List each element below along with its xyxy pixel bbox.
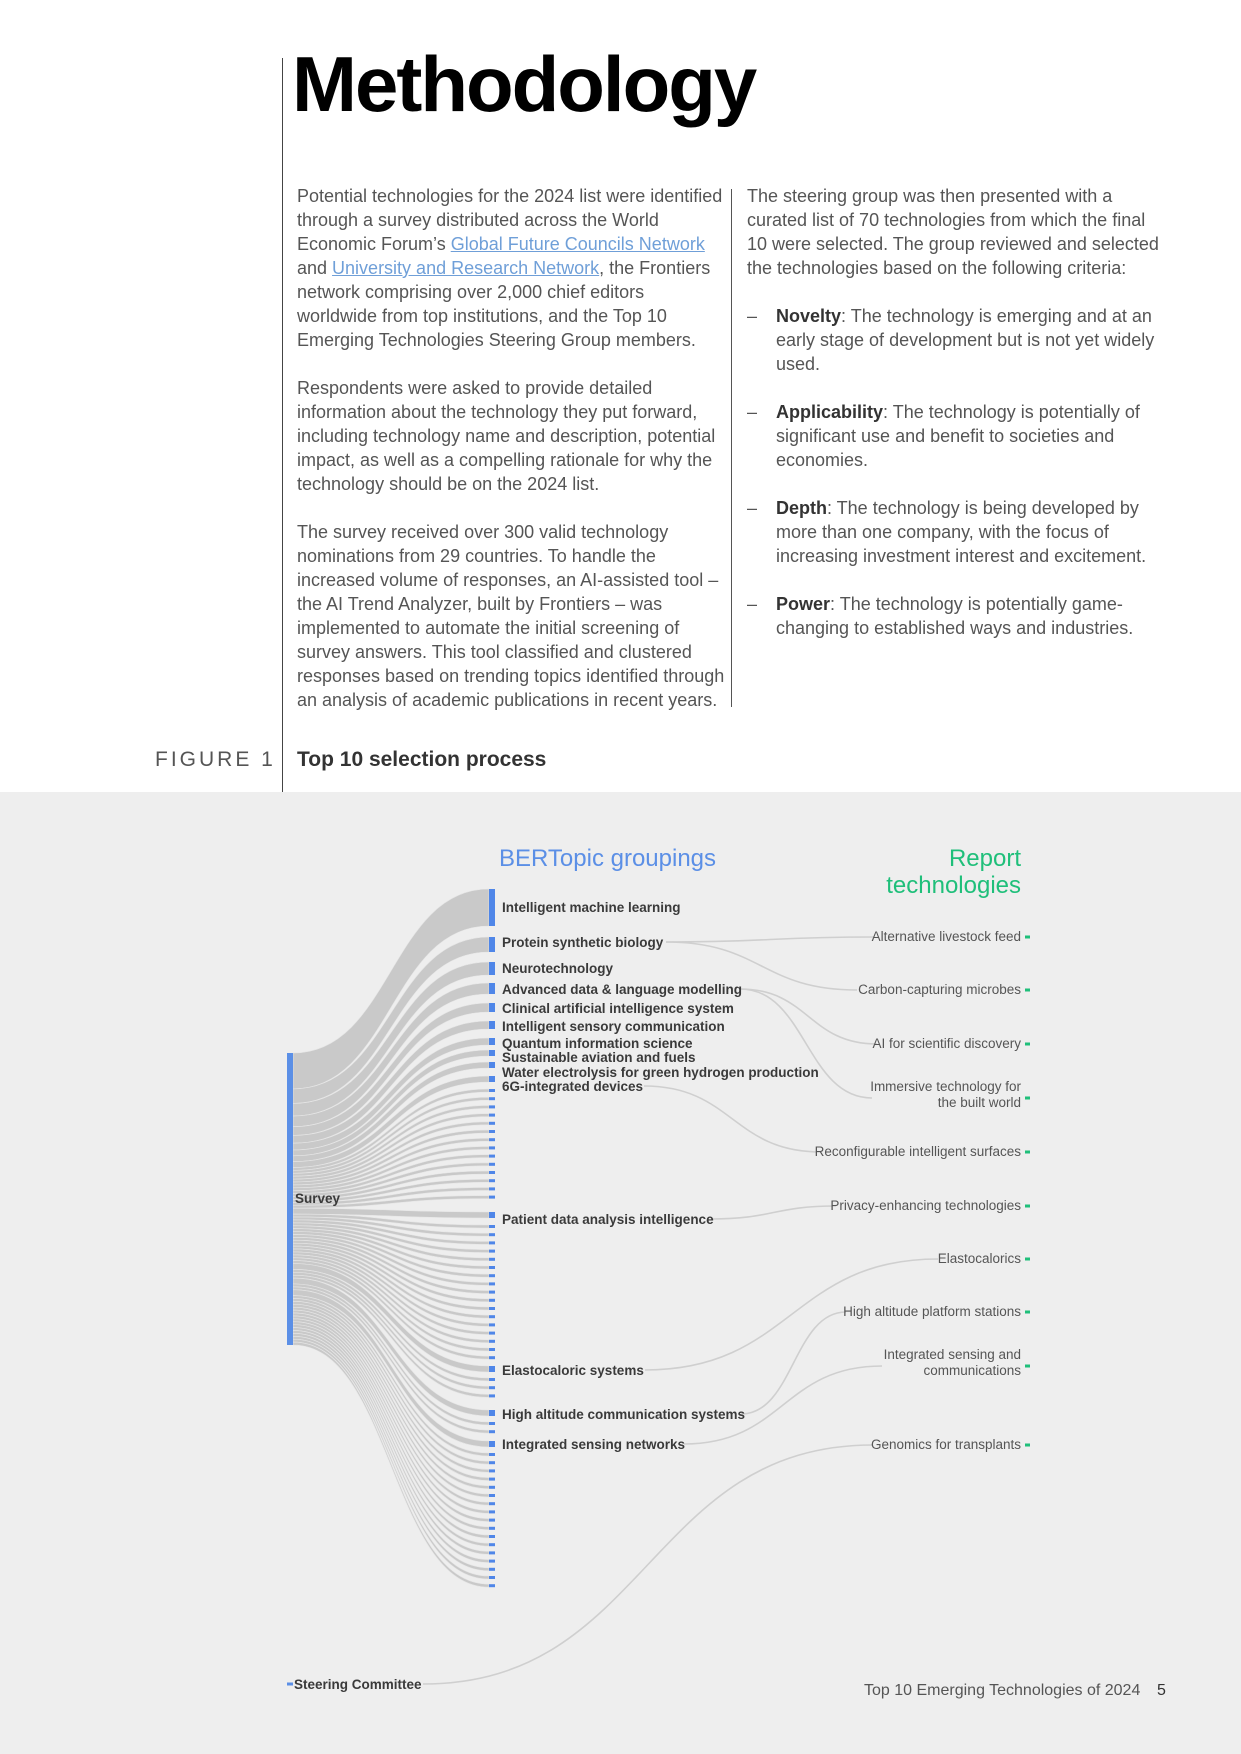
survey-label: Survey bbox=[295, 1191, 341, 1206]
paragraph-respondents: Respondents were asked to provide detailed information about the technology they put forward, including technology name and description, potential impact, as well as a compelling rationale for why the technology should be on the 2024 list. bbox=[297, 378, 716, 494]
grouping-bar-unlabelled bbox=[489, 1332, 495, 1335]
paragraph-nominations: The survey received over 300 valid technology nominations from 29 countries. To handle the increased volume of responses, an AI-assisted tool – the AI Trend Analyzer, built by Frontiers – was implemented to automate the initial screening of survey answers. This tool classified and clustered responses based on trending topics identified through an analysis of academic publications in recent years. bbox=[297, 522, 725, 710]
report-technology-label: AI for scientific discovery bbox=[872, 1036, 1021, 1051]
report-technology-label: Carbon-capturing microbes bbox=[858, 982, 1021, 997]
grouping-bar bbox=[489, 889, 495, 926]
report-technology-label: communications bbox=[923, 1363, 1021, 1378]
grouping-bar-unlabelled bbox=[489, 1258, 495, 1261]
grouping-bar bbox=[489, 1021, 495, 1029]
left-column bbox=[297, 184, 727, 736]
criterion-text: : The technology is potentially game-changing to established ways and industries. bbox=[776, 594, 1134, 638]
report-link-line bbox=[423, 1445, 873, 1684]
report-marker bbox=[1025, 1097, 1030, 1100]
link-university-research-network[interactable]: University and Research Network bbox=[332, 258, 600, 278]
criterion-dash: – bbox=[747, 594, 758, 614]
report-link-line bbox=[666, 937, 874, 942]
report-technology-label: Elastocalorics bbox=[937, 1251, 1021, 1266]
report-technology-label: Immersive technology for bbox=[870, 1079, 1021, 1094]
criterion-term: Depth bbox=[776, 498, 827, 518]
grouping-bar-unlabelled bbox=[489, 1105, 495, 1108]
report-technology-label: the built world bbox=[937, 1095, 1021, 1110]
paragraph-text: Potential technologies for the 2024 list were identified through a survey distributed across the World Economic Forum’s bbox=[297, 186, 723, 254]
grouping-bar bbox=[489, 1003, 495, 1012]
report-link-line bbox=[711, 1206, 836, 1219]
right-column bbox=[747, 184, 1167, 664]
grouping-bar-unlabelled bbox=[489, 1510, 495, 1513]
criterion-text: : The technology is being developed by more than one company, with the focus of increasing investment interest and excitement. bbox=[776, 498, 1147, 566]
grouping-bar bbox=[489, 1366, 495, 1372]
grouping-bar-unlabelled bbox=[489, 1527, 495, 1530]
grouping-bar-unlabelled bbox=[489, 1535, 495, 1538]
grouping-bar-unlabelled bbox=[489, 1187, 495, 1190]
grouping-label: Sustainable aviation and fuels bbox=[502, 1050, 696, 1065]
grouping-bar-unlabelled bbox=[489, 1560, 495, 1563]
report-technology-label: Integrated sensing and bbox=[883, 1347, 1021, 1362]
grouping-bar-unlabelled bbox=[489, 1114, 495, 1117]
grouping-bar-unlabelled bbox=[489, 1378, 495, 1381]
grouping-bar-unlabelled bbox=[489, 1348, 495, 1351]
paragraph-text: and bbox=[297, 258, 333, 278]
paragraph-text: , the Frontiers network comprising over 2,000 chief editors worldwide from top institutions, and the Top 10 Emerging Technologies Steering Group members. bbox=[297, 258, 711, 350]
grouping-bar-unlabelled bbox=[489, 1155, 495, 1158]
grouping-bar bbox=[489, 1410, 495, 1416]
report-marker bbox=[1025, 1043, 1030, 1046]
grouping-bar-unlabelled bbox=[489, 1097, 495, 1100]
link-global-future-councils[interactable]: Global Future Councils Network bbox=[450, 234, 705, 254]
grouping-bar-unlabelled bbox=[489, 1171, 495, 1174]
report-marker bbox=[1025, 1151, 1030, 1154]
grouping-bar bbox=[489, 937, 495, 952]
grouping-bar-unlabelled bbox=[489, 1356, 495, 1359]
criterion-dash: – bbox=[747, 306, 758, 326]
column-divider bbox=[731, 189, 732, 707]
grouping-bar bbox=[489, 962, 495, 975]
grouping-label: Quantum information science bbox=[502, 1036, 693, 1051]
survey-bar bbox=[287, 1053, 293, 1345]
grouping-label: Advanced data & language modelling bbox=[502, 982, 743, 997]
grouping-label: Neurotechnology bbox=[502, 961, 614, 976]
report-link-line bbox=[644, 1086, 821, 1152]
grouping-label: Intelligent machine learning bbox=[502, 900, 681, 915]
grouping-bar-unlabelled bbox=[489, 1543, 495, 1546]
report-marker bbox=[1025, 936, 1030, 939]
grouping-bar bbox=[489, 1076, 495, 1082]
grouping-label: Integrated sensing networks bbox=[502, 1437, 686, 1452]
report-header: Report bbox=[948, 845, 1021, 872]
grouping-bar-unlabelled bbox=[489, 1266, 495, 1269]
criterion-term: Power bbox=[776, 594, 831, 614]
criterion-applicability bbox=[747, 400, 1167, 472]
grouping-bar-unlabelled bbox=[489, 1138, 495, 1141]
report-technology-label: Reconfigurable intelligent surfaces bbox=[814, 1144, 1021, 1159]
title-rule bbox=[282, 58, 283, 792]
grouping-bar-unlabelled bbox=[489, 1340, 495, 1343]
sankey-diagram bbox=[0, 792, 1241, 1754]
grouping-bar bbox=[489, 983, 495, 994]
report-technology-label: High altitude platform stations bbox=[843, 1304, 1021, 1319]
grouping-bar-unlabelled bbox=[489, 1453, 495, 1456]
page-number: 5 bbox=[1157, 1682, 1166, 1699]
grouping-label: Protein synthetic biology bbox=[502, 935, 664, 950]
report-marker bbox=[1025, 1205, 1030, 1208]
criterion-term: Novelty bbox=[776, 306, 842, 326]
grouping-label: Clinical artificial intelligence system bbox=[502, 1001, 734, 1016]
grouping-bar-unlabelled bbox=[489, 1430, 495, 1433]
grouping-label: Patient data analysis intelligence bbox=[502, 1212, 714, 1227]
report-link-line bbox=[740, 989, 877, 1044]
report-technology-label: Alternative livestock feed bbox=[871, 929, 1021, 944]
grouping-bar-unlabelled bbox=[489, 1250, 495, 1253]
paragraph-criteria-intro: The steering group was then presented with a curated list of 70 technologies from which the final 10 were selected. The group reviewed and selected the technologies based on the following criteria: bbox=[747, 186, 1159, 278]
report-technology-label: Privacy-enhancing technologies bbox=[830, 1198, 1021, 1213]
criterion-depth bbox=[747, 496, 1167, 568]
criterion-text: : The technology is potentially of significant use and benefit to societies and economies. bbox=[776, 402, 1140, 470]
grouping-bar-unlabelled bbox=[489, 1584, 495, 1587]
report-marker bbox=[1025, 1365, 1030, 1368]
grouping-bar bbox=[489, 1050, 495, 1056]
grouping-bar-unlabelled bbox=[489, 1122, 495, 1125]
report-link-line bbox=[741, 1312, 846, 1414]
grouping-label: High altitude communication systems bbox=[502, 1407, 746, 1422]
grouping-bar-unlabelled bbox=[489, 1130, 495, 1133]
report-link-line bbox=[740, 989, 872, 1098]
grouping-label: Water electrolysis for green hydrogen production bbox=[502, 1065, 819, 1080]
grouping-bar-unlabelled bbox=[489, 1494, 495, 1497]
grouping-bar-unlabelled bbox=[489, 1299, 495, 1302]
criterion-dash: – bbox=[747, 498, 758, 518]
grouping-bar-unlabelled bbox=[489, 1323, 495, 1326]
page-title: Methodology bbox=[292, 40, 756, 128]
report-technology-label: Genomics for transplants bbox=[870, 1437, 1021, 1452]
paragraph-survey bbox=[297, 184, 727, 352]
grouping-label: Elastocaloric systems bbox=[502, 1363, 644, 1378]
grouping-bar-unlabelled bbox=[489, 1469, 495, 1472]
grouping-bar bbox=[489, 1062, 495, 1068]
grouping-bar-unlabelled bbox=[489, 1291, 495, 1294]
report-marker bbox=[1025, 1444, 1030, 1447]
grouping-bar-unlabelled bbox=[489, 1422, 495, 1425]
grouping-bar-unlabelled bbox=[489, 1519, 495, 1522]
criterion-term: Applicability bbox=[776, 402, 884, 422]
grouping-bar-unlabelled bbox=[489, 1551, 495, 1554]
grouping-label: 6G-integrated devices bbox=[502, 1079, 644, 1094]
criterion-dash: – bbox=[747, 402, 758, 422]
grouping-bar bbox=[489, 1038, 495, 1045]
figure-title: Top 10 selection process bbox=[297, 748, 547, 771]
steering-committee-label: Steering Committee bbox=[294, 1677, 422, 1692]
grouping-bar-unlabelled bbox=[489, 1486, 495, 1489]
grouping-bar-unlabelled bbox=[489, 1478, 495, 1481]
grouping-bar-unlabelled bbox=[489, 1196, 495, 1199]
report-link-line bbox=[684, 1366, 882, 1444]
grouping-bar-unlabelled bbox=[489, 1233, 495, 1236]
grouping-bar-unlabelled bbox=[489, 1241, 495, 1244]
groupings-header: BERTopic groupings bbox=[499, 845, 717, 872]
report-header: technologies bbox=[886, 872, 1021, 899]
grouping-bar-unlabelled bbox=[489, 1502, 495, 1505]
grouping-bar-unlabelled bbox=[489, 1179, 495, 1182]
grouping-bar bbox=[489, 1441, 495, 1447]
criterion-novelty bbox=[747, 304, 1167, 376]
grouping-bar-unlabelled bbox=[489, 1576, 495, 1579]
footer-title: Top 10 Emerging Technologies of 2024 bbox=[864, 1682, 1141, 1699]
grouping-bar-unlabelled bbox=[489, 1089, 495, 1092]
criterion-power bbox=[747, 592, 1167, 640]
report-marker bbox=[1025, 989, 1030, 992]
criteria-list bbox=[747, 304, 1167, 640]
grouping-bar-unlabelled bbox=[489, 1461, 495, 1464]
report-marker bbox=[1025, 1258, 1030, 1261]
criterion-text: : The technology is emerging and at an early stage of development but is not yet widely used. bbox=[776, 306, 1155, 374]
grouping-bar-unlabelled bbox=[489, 1282, 495, 1285]
grouping-bar-unlabelled bbox=[489, 1394, 495, 1397]
figure-label: FIGURE 1 bbox=[155, 748, 276, 771]
grouping-bar-unlabelled bbox=[489, 1146, 495, 1149]
steering-committee-bar bbox=[287, 1683, 293, 1686]
report-marker bbox=[1025, 1311, 1030, 1314]
grouping-bar-unlabelled bbox=[489, 1568, 495, 1571]
grouping-bar-unlabelled bbox=[489, 1274, 495, 1277]
grouping-bar-unlabelled bbox=[489, 1315, 495, 1318]
grouping-bar-unlabelled bbox=[489, 1163, 495, 1166]
grouping-bar bbox=[489, 1212, 495, 1218]
grouping-bar-unlabelled bbox=[489, 1225, 495, 1228]
grouping-label: Intelligent sensory communication bbox=[502, 1019, 725, 1034]
grouping-bar-unlabelled bbox=[489, 1386, 495, 1389]
grouping-bar-unlabelled bbox=[489, 1307, 495, 1310]
